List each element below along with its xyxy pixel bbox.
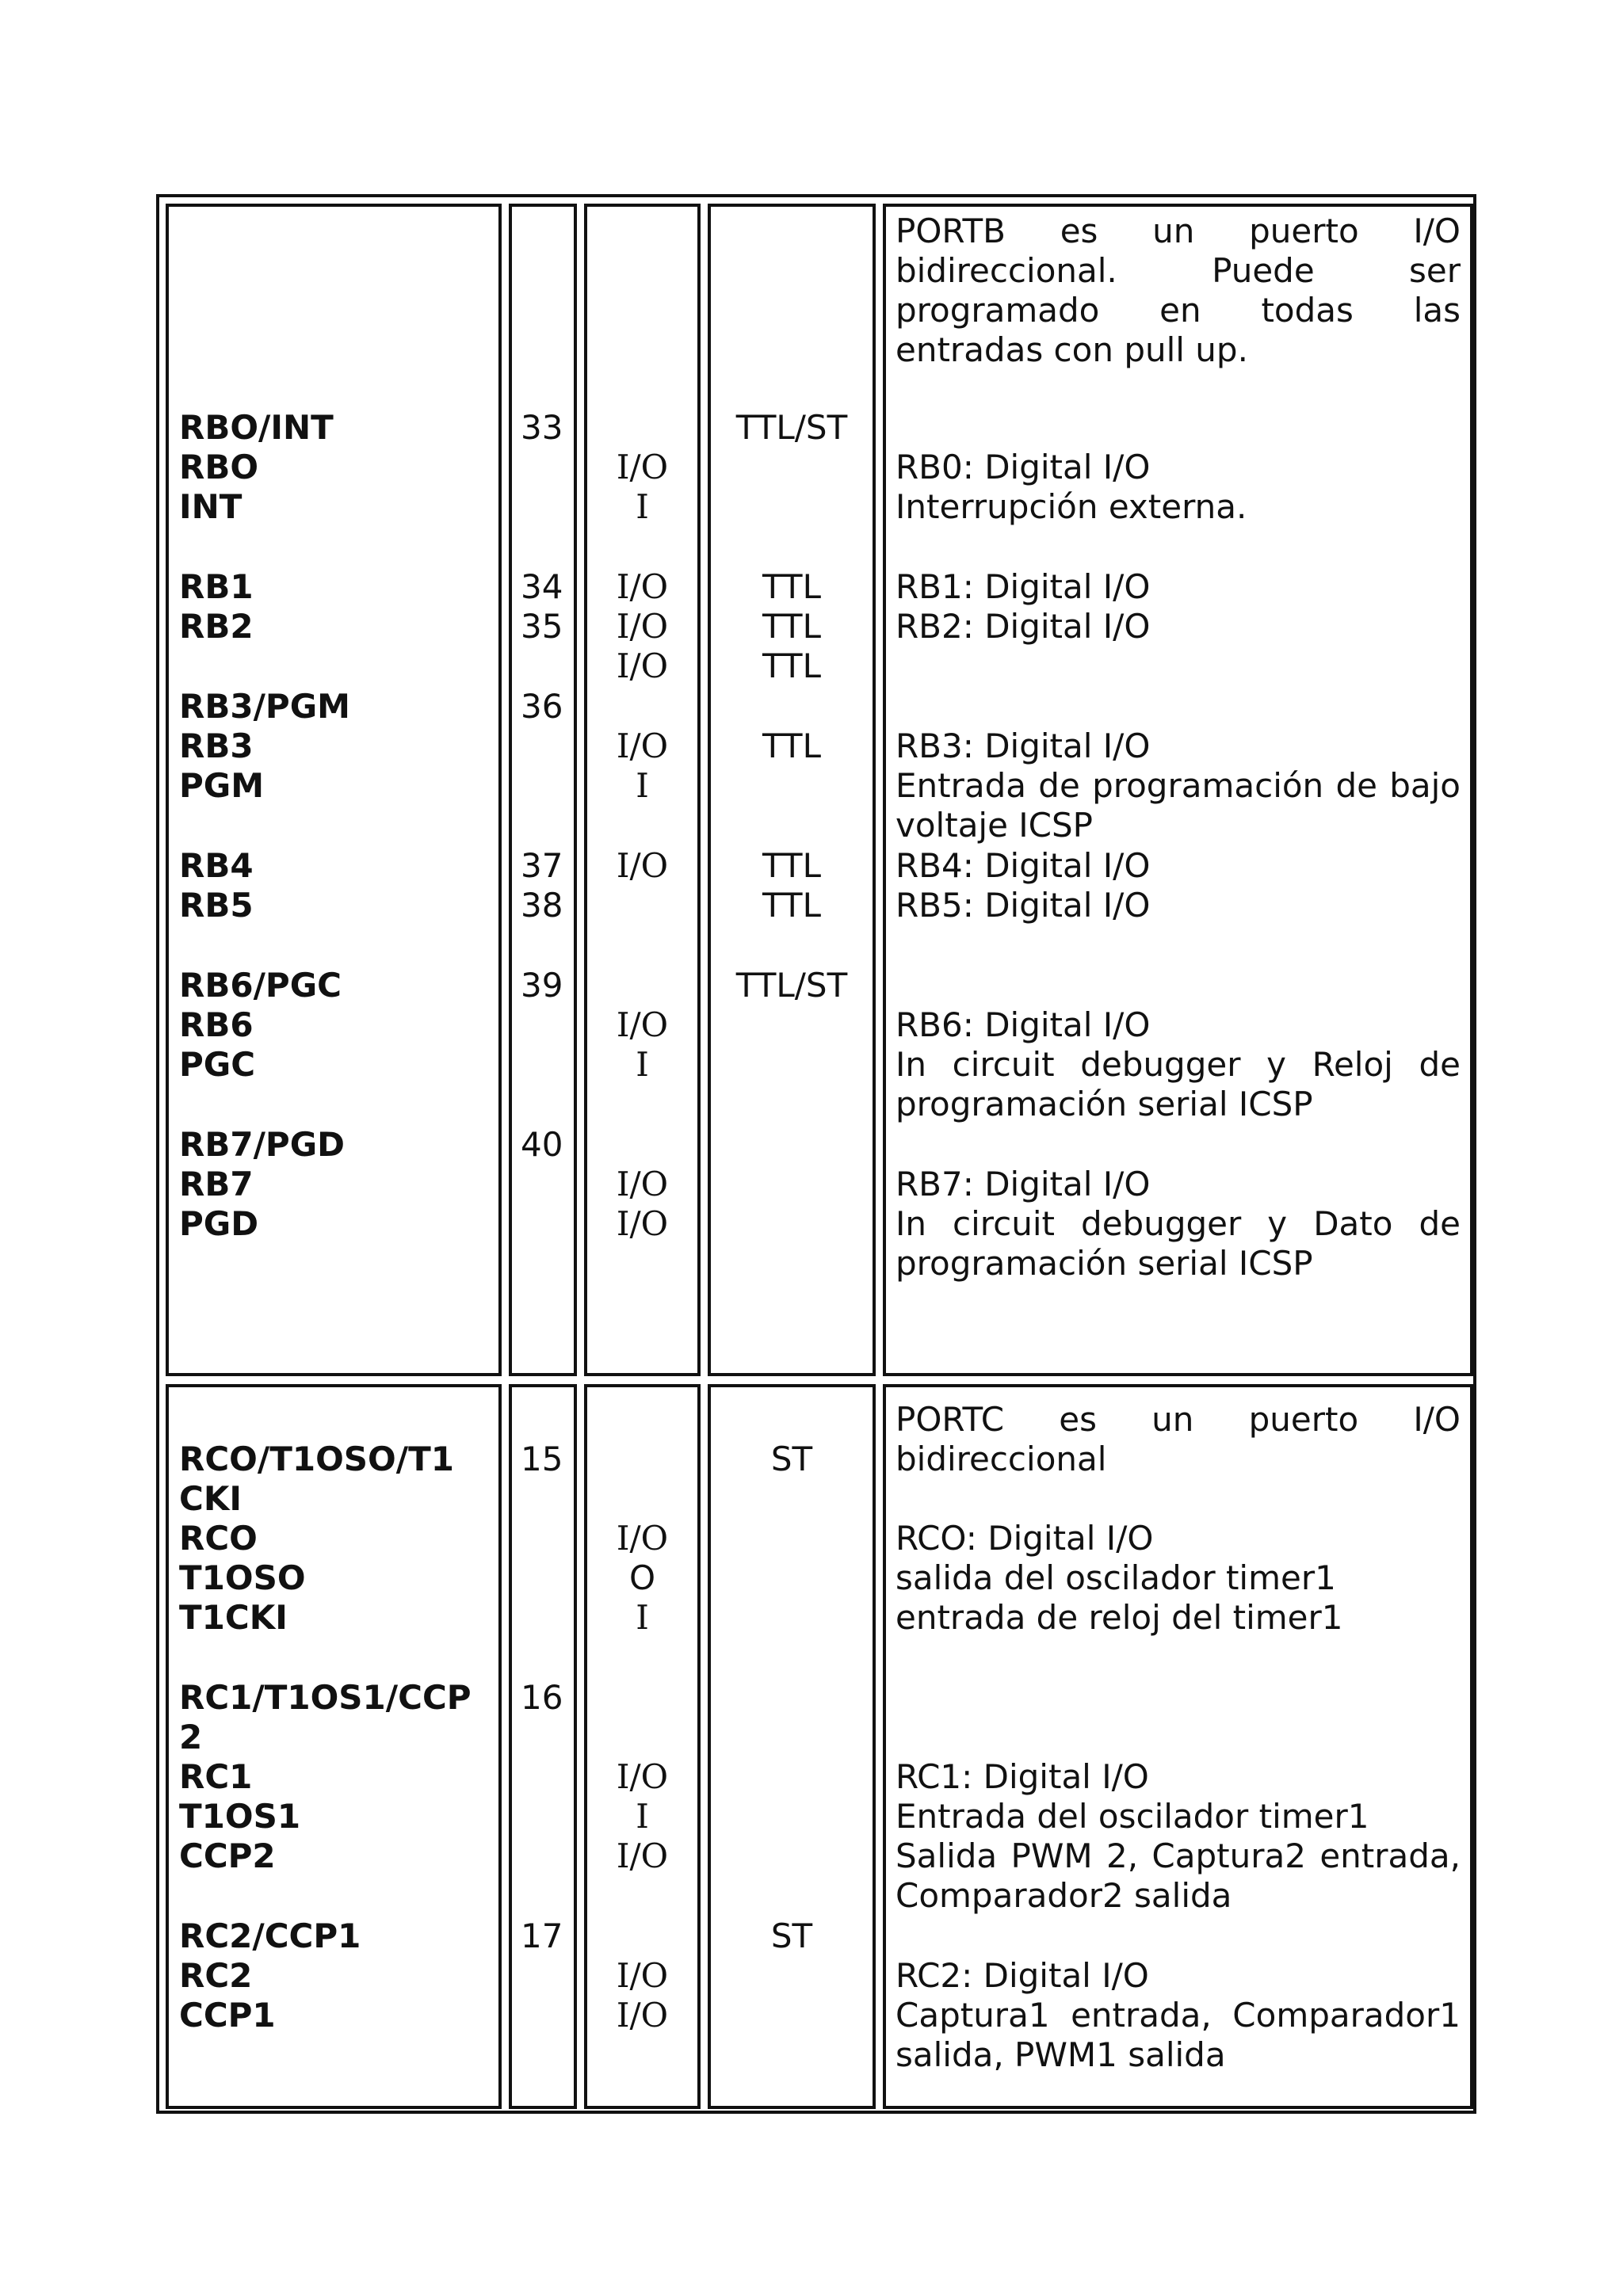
description-line: programación serial ICSP [896,1085,1313,1123]
pin-number: 37 [521,846,563,885]
pin-name: RCO [179,1519,258,1558]
pin-table [156,194,1476,2114]
pin-number: 34 [521,567,563,606]
buffer-type: TTL [762,727,821,765]
description-line: voltaje ICSP [896,806,1093,845]
io-type: I/O [616,727,669,765]
pin-name: RB7 [179,1165,254,1203]
portc-buffer-cell [708,1384,876,2109]
description-line: RB1: Digital I/O [896,567,1151,606]
pin-name: PGD [179,1204,259,1243]
description-line: RB0: Digital I/O [896,448,1151,486]
description-line: entradas con pull up. [896,330,1248,369]
pin-name: PGC [179,1045,256,1084]
buffer-type: TTL/ST [735,408,848,447]
io-type: I/O [616,567,669,606]
pin-name: RB4 [179,846,254,885]
pin-name: RB5 [179,886,254,925]
pin-name: T1OSO [179,1558,306,1597]
pin-number: 16 [521,1678,563,1717]
io-type: I [636,1797,649,1836]
description-line: RC2: Digital I/O [896,1956,1149,1995]
pin-name: RC2 [179,1956,253,1995]
description-line: Captura1 entrada, Comparador1 [896,1996,1461,2035]
description-line: In circuit debugger y Reloj de [896,1045,1461,1084]
pin-name: 2 [179,1718,203,1756]
description-line: PORTB es un puerto I/O [896,212,1461,250]
buffer-type: TTL [762,607,821,646]
description-line: Comparador2 salida [896,1876,1232,1915]
pin-name: RC2/CCP1 [179,1917,361,1955]
pin-name: RBO [179,448,259,486]
io-type: I/O [616,1956,669,1995]
pin-number: 40 [521,1125,563,1164]
description-line: Entrada de programación de bajo [896,766,1461,805]
io-type: I/O [616,646,669,685]
description-line: PORTC es un puerto I/O [896,1400,1461,1439]
pin-name: RCO/T1OSO/T1 [179,1440,454,1478]
pin-name: RB6 [179,1005,254,1044]
portb-buffer-cell [708,204,876,1376]
description-line: RB3: Digital I/O [896,727,1151,765]
pin-number: 35 [521,607,563,646]
pin-name: T1CKI [179,1598,288,1637]
pin-name: PGM [179,766,265,805]
portb-pin-number-cell [509,204,577,1376]
pin-number: 39 [521,966,563,1005]
pin-number: 38 [521,886,563,925]
description-line: RB2: Digital I/O [896,607,1151,646]
pin-name: RB3 [179,727,254,765]
description-line: programación serial ICSP [896,1244,1313,1283]
description-line: RC1: Digital I/O [896,1757,1149,1796]
pin-name: RC1/T1OS1/CCP [179,1678,472,1717]
io-type: I/O [616,1204,669,1243]
pin-number: 36 [521,687,563,726]
io-type: I/O [616,1005,669,1044]
pin-name: RB3/PGM [179,687,350,726]
io-type: I/O [616,1165,669,1203]
pin-name: RB2 [179,607,254,646]
pin-name: RB1 [179,567,254,606]
io-type: I [636,487,649,526]
description-line: RCO: Digital I/O [896,1519,1154,1558]
description-line: bidireccional. Puede ser [896,251,1461,290]
pin-name: INT [179,487,242,526]
description-line: Entrada del oscilador timer1 [896,1797,1369,1836]
description-line: Salida PWM 2, Captura2 entrada, [896,1836,1461,1875]
pin-name: RB6/PGC [179,966,342,1005]
io-type: I/O [616,448,669,486]
io-type: I/O [616,1519,669,1558]
description-line: entrada de reloj del timer1 [896,1598,1343,1637]
pin-name: RBO/INT [179,408,334,447]
description-line: RB5: Digital I/O [896,886,1151,925]
pin-name: CCP1 [179,1996,276,2035]
io-type: I [636,1598,649,1637]
pin-name: CKI [179,1479,242,1518]
pin-number: 33 [521,408,563,447]
buffer-type: TTL [762,886,821,925]
description-line: RB4: Digital I/O [896,846,1151,885]
io-type: O [628,1558,656,1597]
description-line: salida, PWM1 salida [896,2035,1226,2074]
buffer-type: TTL [762,646,821,685]
description-line: Interrupción externa. [896,487,1247,526]
io-type: I/O [616,1996,669,2035]
description-line: programado en todas las [896,291,1461,330]
description-line: bidireccional [896,1440,1107,1478]
pin-name: CCP2 [179,1836,276,1875]
description-line: RB7: Digital I/O [896,1165,1151,1203]
portc-pin-number-cell [509,1384,577,2109]
buffer-type: TTL [762,567,821,606]
pin-number: 17 [521,1917,563,1955]
buffer-type: TTL [762,846,821,885]
buffer-type: TTL/ST [735,966,848,1005]
io-type: I [636,766,649,805]
pin-name: RC1 [179,1757,253,1796]
io-type: I [636,1045,649,1084]
description-line: In circuit debugger y Dato de [896,1204,1461,1243]
buffer-type: ST [770,1917,813,1955]
io-type: I/O [616,607,669,646]
io-type: I/O [616,846,669,885]
io-type: I/O [616,1757,669,1796]
buffer-type: ST [770,1440,813,1478]
description-line: RB6: Digital I/O [896,1005,1151,1044]
pin-name: T1OS1 [179,1797,301,1836]
pin-number: 15 [521,1440,563,1478]
description-line: salida del oscilador timer1 [896,1558,1336,1597]
io-type: I/O [616,1836,669,1875]
pin-name: RB7/PGD [179,1125,346,1164]
